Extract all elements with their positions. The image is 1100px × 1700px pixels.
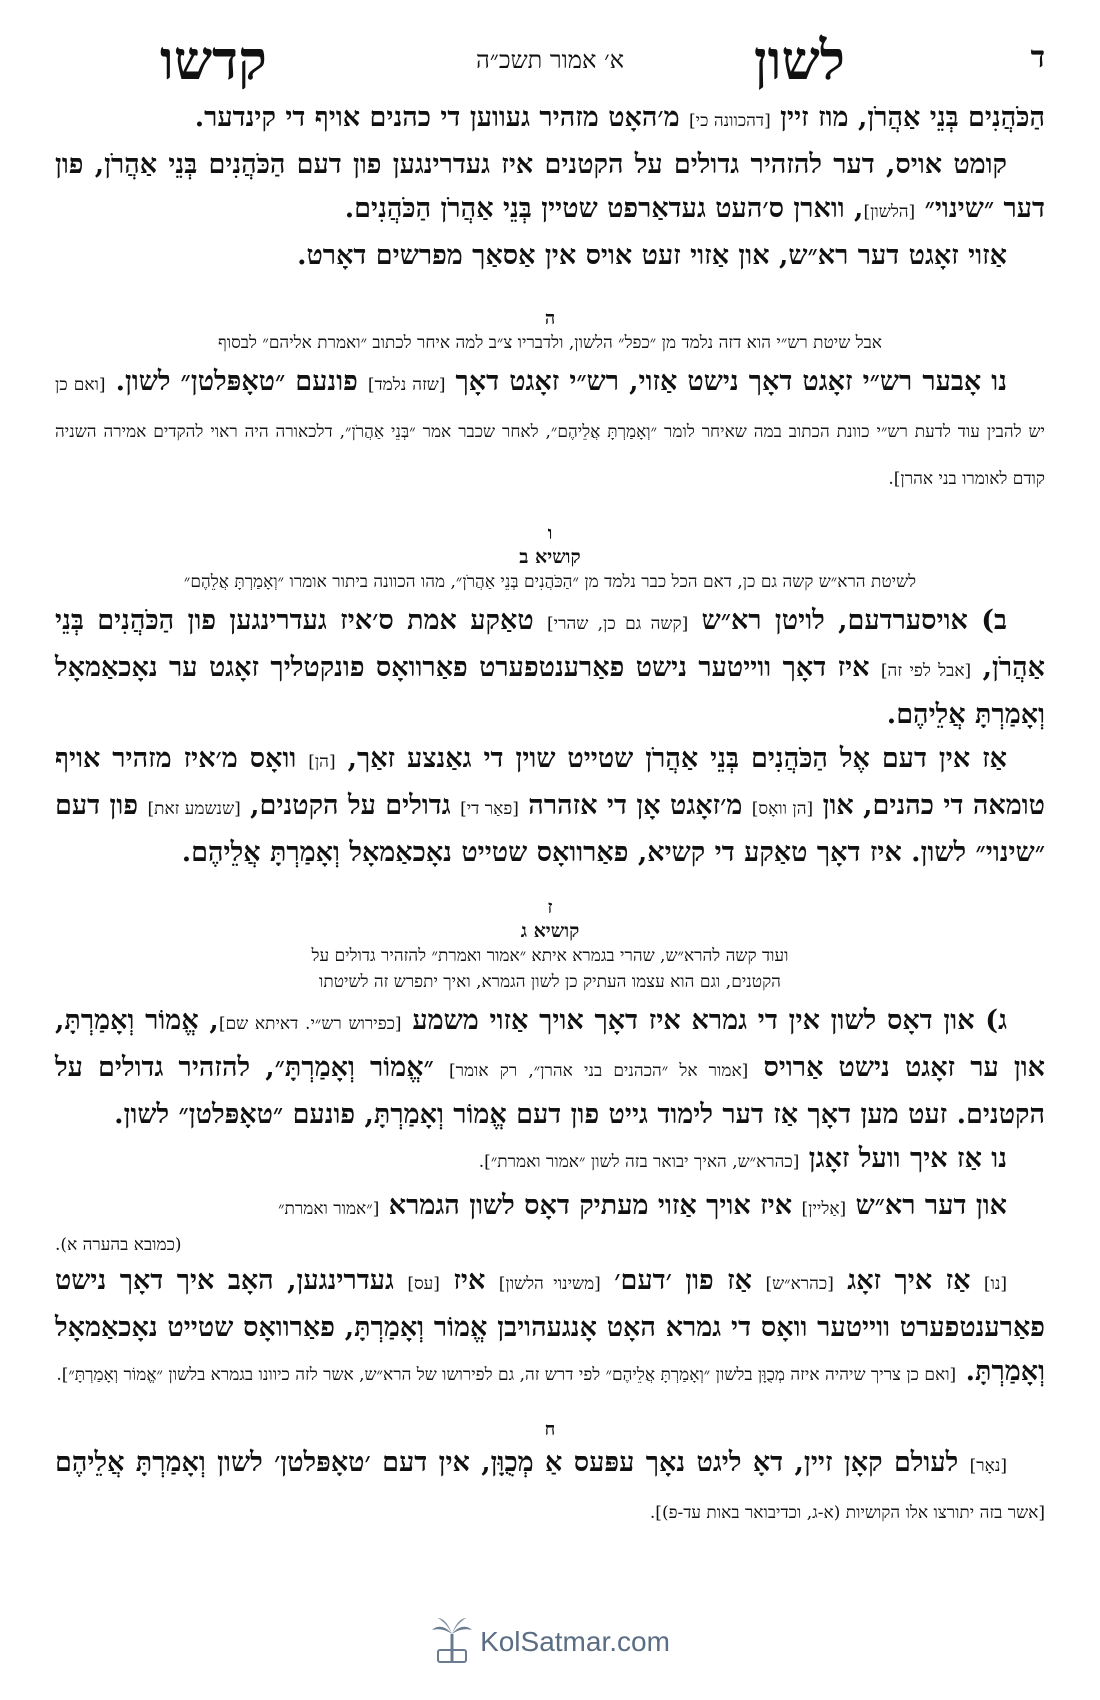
- section-zayin-kushya: קושיא ג: [520, 920, 580, 942]
- inline-note: [פאַר די]: [460, 799, 519, 819]
- inline-note: [כהרא״ש, האיך יבואר בזה לשון ״אמור ואמרת״].: [478, 1152, 800, 1172]
- paragraph-8: נו אַז איך וועל זאָגן [כהרא״ש, האיך יבואר בזה לשון ״אמור ואמרת״].: [478, 1143, 1007, 1174]
- section-he-summary: אבל שיטת רש״י הוא דזה נלמד מן ״כפל״ הלשון, ולדבריו צ״ב למה איחר לכתוב ״ואמרת אליהם״ לבסוף: [217, 333, 882, 353]
- section-zayin-summary-1: ועוד קשה להרא״ש, שהרי בגמרא איתא ״אמור ואמרת״ להזהיר גדולים על: [311, 946, 789, 966]
- section-ches-letter: ח: [544, 1419, 556, 1440]
- section-vav-summary: לשיטת הרא״ש קשה גם כן, דאם הכל כבר נלמד מן ״הַכֹּהֲנִים בְּנֵי אַהֲרֹן״, מהו הכוונה ביתור אומרו ״וְאָמַרְתָּ אֲלֵהֶם״: [183, 572, 917, 592]
- inline-note: [הן וואָס]: [751, 799, 814, 819]
- section-he-letter: ה: [544, 308, 556, 329]
- inline-note: [כפירוש רש״י. דאיתא שם]: [218, 1014, 402, 1034]
- paragraph-4: נו אָבער רש״י זאָגט דאָך נישט אַזוי, רש״י זאָגט דאָך [שזה נלמד] פונעם ״טאָפּלטן״ לשון. [ואם כן יש להבין עוד לדעת רש״י כוונת הכתוב במה שאיחר לומר ״וְאָמַרְתָּ אֲלֵיהֶם״, לאחר שכבר אמר ״בְּנֵי אַהֲרֹן״, דלכאורה היה ראוי להקדים אמירה השניה קודם לאומרו בני אהרן].: [55, 366, 1045, 489]
- inline-note: [כהרא״ש]: [765, 1274, 834, 1294]
- inline-note: [משינוי הלשון]: [498, 1274, 601, 1294]
- inline-note: [אמור אל ״הכהנים בני אהרן״, רק אומר]: [448, 1061, 749, 1081]
- paragraph-1: הַכֹּהֲנִים בְּנֵי אַהֲרֹן, מוז זיין [דהכוונה כי] מ׳האָט מזהיר געווען די כהנים אויף די קינדער.: [194, 102, 1045, 133]
- paragraph-7: ג) און דאָס לשון אין די גמרא איז דאָך אויך אַזוי משמע [כפירוש רש״י. דאיתא שם], אֱמוֹר וְאָמַרְתָּ, און ער זאָגט נישט אַרויס [אמור אל ״הכהנים בני אהרן״, רק אומר] ״אֱמוֹר וְאָמַרְתָּ״, להזהיר גדולים על הקטנים. זעט מען דאָך אַז דער לימוד גייט פון דעם אֱמוֹר וְאָמַרְתָּ, פונעם ״טאָפּלטן״ לשון.: [55, 1005, 1046, 1130]
- paragraph-5: ב) אויסערדעם, לויטן רא״ש [קשה גם כן, שהרי] טאַקע אמת ס׳איז געדרינגען פון הַכֹּהֲנִים בְּנֵי אַהֲרֹן, [אבל לפי זה] איז דאָך ווייטער נישט פאַרענטפערט פאַרוואָס פונקטליך זאָגט ער נאָכאַמאָל וְאָמַרְתָּ אֲלֵיהֶם.: [55, 605, 1045, 730]
- paragraph-10: [נו] אַז איך זאָג [כהרא״ש] אַז פון ׳דעם׳ [משינוי הלשון] איז [עס] געדרינגען, האָב איך דאָך נישט פאַרענטפערט ווייטער וואָס די גמרא האָט אָנגעהויבן אֱמוֹר וְאָמַרְתָּ, פאַרוואָס שטייט נאָכאַמאָל וְאָמַרְתָּ. [ואם כן צריך שיהיה איזה מְכֻוָּן בלשון ״וְאָמַרְתָּ אֲלֵיהֶם״ לפי דרש זה, גם לפירושו של הרא״ש, אשר לזה כיוונו בגמרא בלשון ״אֱמוֹר וְאָמַרְתָּ״].: [55, 1265, 1045, 1387]
- inline-note: [נאָר]: [969, 1456, 1007, 1476]
- paragraph-6: אַז אין דעם אֶל הַכֹּהֲנִים בְּנֵי אַהֲרֹן שטייט שוין די גאַנצע זאַך, [הן] וואָס מ׳איז מזהיר אויף טומאה די כהנים, און [הן וואָס] מ׳זאָגט אָן די אזהרה [פאַר די] גדולים על הקטנים, [שנשמע זאת] פון דעם ״שינוי״ לשון. איז דאָך טאַקע די קשיא, פאַרוואָס שטייט נאָכאַמאָל וְאָמַרְתָּ אֲלֵיהֶם.: [55, 743, 1045, 868]
- inline-note: [הן]: [308, 752, 336, 772]
- inline-note: [נו]: [983, 1274, 1008, 1294]
- inline-note: [שנשמע זאת]: [147, 799, 241, 819]
- inline-note: [ואם כן יש להבין עוד לדעת רש״י כוונת הכתוב במה שאיחר לומר ״וְאָמַרְתָּ אֲלֵיהֶם״, לאחר שכבר אמר ״בְּנֵי אַהֲרֹן״, דלכאורה היה ראוי להקדים אמירה השניה קודם לאומרו בני אהרן].: [55, 375, 1045, 489]
- inline-note: [הלשון]: [863, 202, 916, 222]
- paragraph-9: און דער רא״ש [אַליין] איז אויך אַזוי מעתיק דאָס לשון הגמרא [״אמור ואמרת״: [278, 1190, 1007, 1221]
- inline-note: [דהכוונה כי]: [689, 111, 771, 131]
- header-title-right: לשון: [753, 28, 845, 92]
- inline-note: [שזה נלמד]: [367, 375, 446, 395]
- section-zayin-letter: ז: [547, 897, 553, 918]
- page-letter: ד: [1030, 40, 1045, 75]
- site-domain: .com: [609, 1625, 670, 1657]
- inline-note: [אַליין]: [801, 1199, 847, 1219]
- inline-note: [אבל לפי זה]: [880, 661, 972, 681]
- header-center: א׳ אמור תשכ״ה: [475, 46, 625, 74]
- paragraph-2: קומט אויס, דער להזהיר גדולים על הקטנים איז געדרינגען פון דעם הַכֹּהֲנִים בְּנֵי אַהֲרֹן, פון דער ״שינוי״ [הלשון], ווארן ס׳העט געדאַרפט שטיין בְּנֵי אַהֲרֹן הַכֹּהֲנִים.: [55, 149, 1045, 224]
- inline-note: [ואם כן צריך שיהיה איזה מְכֻוָּן בלשון ״וְאָמַרְתָּ אֲלֵיהֶם״ לפי דרש זה, גם לפירושו של הרא״ש, אשר לזה כיוונו בגמרא בלשון ״אֱמוֹר וְאָמַרְתָּ״].: [56, 1365, 957, 1385]
- site-name: KolSatmar: [480, 1625, 610, 1657]
- inline-note: [קשה גם כן, שהרי]: [547, 614, 689, 634]
- inline-note: [אשר בזה יתורצו אלו הקושיות (א-ג, וכדיבואר באות עד-פ)].: [649, 1503, 1045, 1523]
- document-page: [55, 28, 1045, 1535]
- paragraph-9-continuation: (כמובא בהערה א).: [55, 1235, 182, 1255]
- inline-note: [״אמור ואמרת״: [278, 1199, 380, 1219]
- paragraph-11: [נאָר] לעולם קאָן זיין, דאָ ליגט נאָך עפּעס אַ מְכֻוָּן, אין דעם ׳טאָפּלטן׳ לשון וְאָמַרְתָּ אֲלֵיהֶם [אשר בזה יתורצו אלו הקושיות (א-ג, וכדיבואר באות עד-פ)].: [55, 1447, 1045, 1523]
- section-zayin-summary-2: הקטנים, וגם הוא עצמו העתיק כן לשון הגמרא, ואיך יתפרש זה לשיטתו: [319, 972, 781, 992]
- palm-tree-logo-icon: [430, 1616, 474, 1671]
- site-watermark: [0, 1616, 1100, 1671]
- page-header: [55, 28, 1045, 96]
- section-vav-letter: ו: [547, 523, 553, 544]
- section-vav-kushya: קושיא ב: [519, 546, 581, 568]
- inline-note: [עס]: [407, 1274, 440, 1294]
- header-title-left: קדשו: [160, 28, 267, 92]
- paragraph-3: אַזוי זאָגט דער רא״ש, און אַזוי זעט אויס אין אַסאַך מפרשים דאָרט.: [297, 240, 1007, 271]
